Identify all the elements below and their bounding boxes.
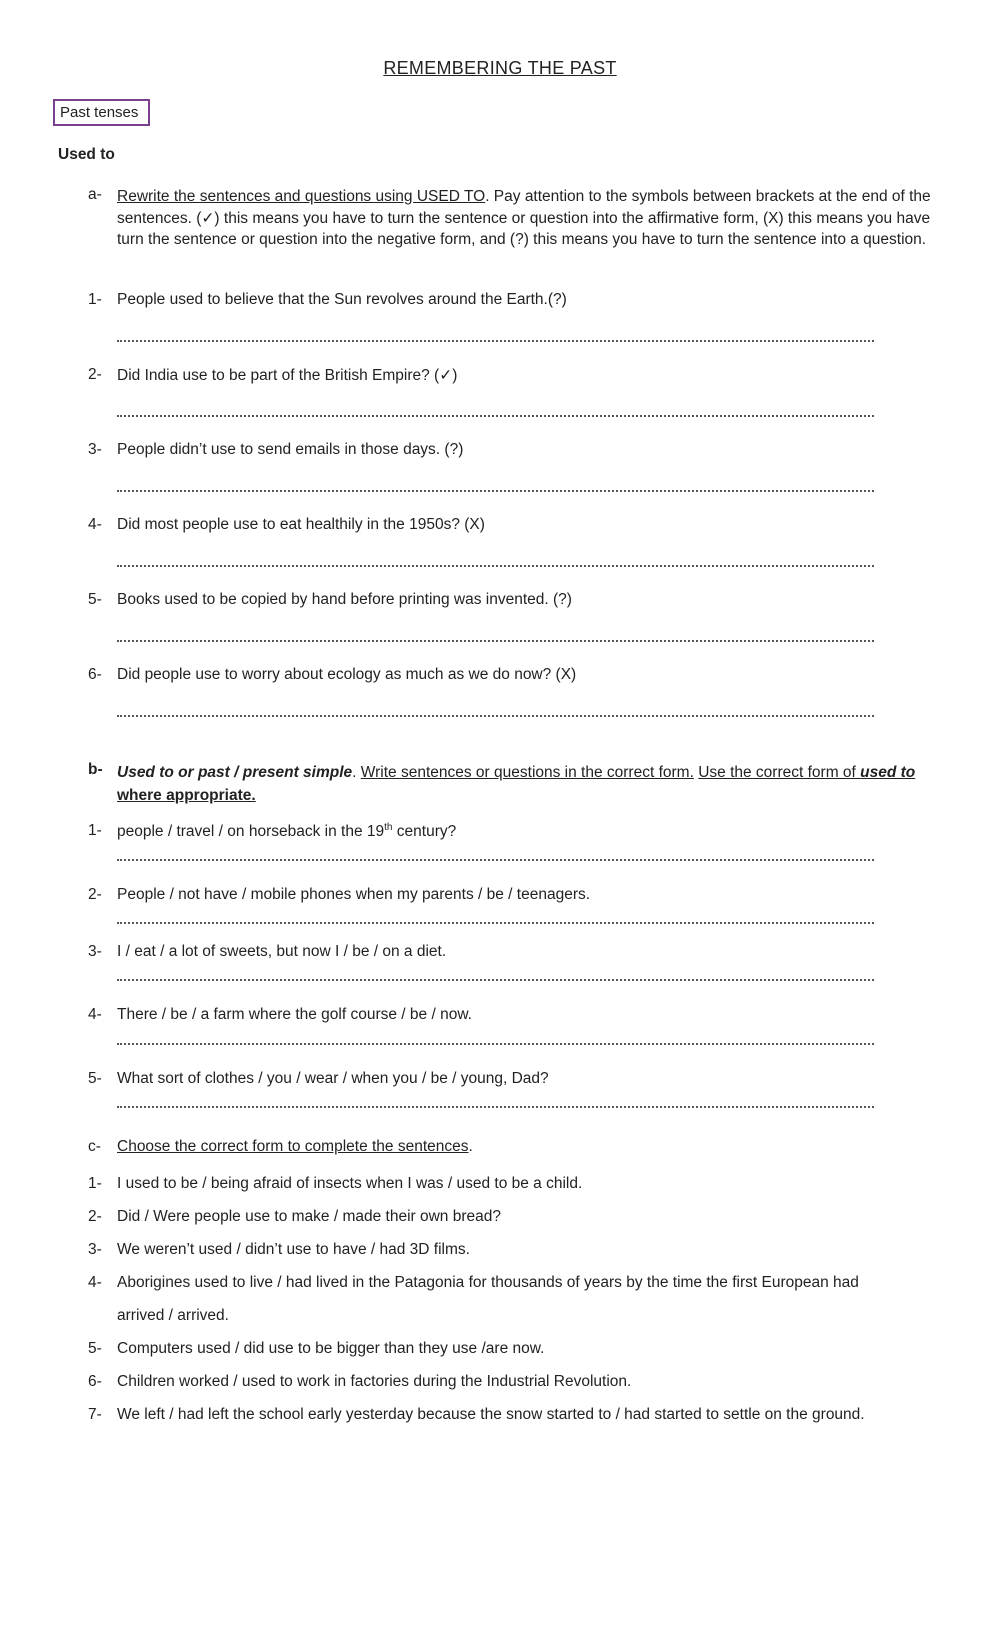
c-item-text-continued: arrived / arrived.: [117, 1307, 229, 1324]
b-item-text-main: people / travel / on horseback in the 19: [117, 823, 385, 841]
b-item-text: I / eat / a lot of sweets, but now I / be / on a diet.: [117, 943, 447, 960]
a-item-text: People didn’t use to send emails in those days. (?): [117, 441, 464, 458]
c-item-num: 1-: [88, 1175, 102, 1192]
section-c-instruction-text: Choose the correct form to complete the sentences: [117, 1138, 469, 1155]
answer-line[interactable]: [117, 713, 874, 717]
section-a-instruction: [117, 186, 937, 251]
section-b-instruction: [117, 761, 947, 807]
c-item-text: Aborigines used to live / had lived in the Patagonia for thousands of years by the time the first European had: [117, 1274, 859, 1291]
b-item-num: 5-: [88, 1070, 102, 1087]
c-item-num: 3-: [88, 1241, 102, 1258]
answer-line[interactable]: [117, 1041, 874, 1045]
c-item-text: Computers used / did use to be bigger than they use /are now.: [117, 1340, 545, 1357]
a-item-text: Books used to be copied by hand before printing was invented. (?): [117, 591, 572, 608]
b-item-num: 1-: [88, 822, 102, 839]
b-item-text: There / be / a farm where the golf course / be / now.: [117, 1006, 472, 1023]
answer-line[interactable]: [117, 413, 874, 417]
a-item-num: 4-: [88, 516, 102, 533]
b-item-text: [117, 822, 456, 841]
b-item-text: People / not have / mobile phones when my parents / be / teenagers.: [117, 886, 591, 903]
c-item-num: 6-: [88, 1373, 102, 1390]
answer-line[interactable]: [117, 977, 874, 981]
answer-line[interactable]: [117, 638, 874, 642]
section-c-marker: c-: [88, 1138, 101, 1155]
a-item-text: Did India use to be part of the British Empire? (✓): [117, 367, 458, 384]
c-item-num: 5-: [88, 1340, 102, 1357]
c-item-num: 4-: [88, 1274, 102, 1291]
subheading: Used to: [58, 146, 115, 163]
section-b-part2: .: [352, 764, 361, 781]
section-c-instruction-end: .: [468, 1138, 473, 1155]
page-title: REMEMBERING THE PAST: [383, 58, 617, 78]
a-item-text: Did people use to worry about ecology as much as we do now? (X): [117, 666, 577, 683]
a-item-text: People used to believe that the Sun revolves around the Earth.(?): [117, 291, 567, 308]
b-item-text-after: century?: [392, 823, 457, 841]
answer-line[interactable]: [117, 563, 874, 567]
topic-box: Past tenses: [53, 99, 150, 126]
section-b-part6: used to: [860, 764, 916, 781]
b-item-num: 2-: [88, 886, 102, 903]
a-item-num: 3-: [88, 441, 102, 458]
section-a-marker: a-: [88, 186, 102, 203]
c-item-text: Children worked / used to work in factories during the Industrial Revolution.: [117, 1373, 632, 1390]
answer-line[interactable]: [117, 338, 874, 342]
c-item-text: We left / had left the school early yesterday because the snow started to / had started to settle on the ground.: [117, 1406, 865, 1423]
a-item-num: 1-: [88, 291, 102, 308]
c-item-text: We weren’t used / didn’t use to have / had 3D films.: [117, 1241, 470, 1258]
a-item-num: 6-: [88, 666, 102, 683]
section-a-instruction-underlined: Rewrite the sentences and questions using USED TO: [117, 188, 486, 205]
b-item-num: 4-: [88, 1006, 102, 1023]
answer-line[interactable]: [117, 488, 874, 492]
section-b-part7: where appropriate.: [117, 787, 256, 804]
b-item-sup: th: [384, 822, 393, 833]
answer-line[interactable]: [117, 1104, 874, 1108]
c-item-num: 2-: [88, 1208, 102, 1225]
section-b-marker: b-: [88, 761, 103, 778]
c-item-num: 7-: [88, 1406, 102, 1423]
section-a-instruction-rest: . Pay attention to the symbols between brackets at the end of the sentences. (✓) this means you have to turn the sentence or question into the affirmative form, (X) this means you have turn the sentence or question into the negative form, and (?) this means you have to turn the sentence into a question.: [117, 188, 931, 248]
section-c-instruction: [117, 1138, 473, 1156]
b-item-num: 3-: [88, 943, 102, 960]
a-item-text: Did most people use to eat healthily in the 1950s? (X): [117, 516, 485, 533]
a-item-num: 2-: [88, 366, 102, 383]
c-item-text: Did / Were people use to make / made their own bread?: [117, 1208, 501, 1225]
section-b-part1: Used to or past / present simple: [117, 764, 353, 781]
b-item-text: What sort of clothes / you / wear / when you / be / young, Dad?: [117, 1070, 549, 1087]
answer-line[interactable]: [117, 920, 874, 924]
section-b-part5: Use the correct form of: [698, 764, 861, 781]
answer-line[interactable]: [117, 857, 874, 861]
a-item-num: 5-: [88, 591, 102, 608]
section-b-part3: Write sentences or questions in the correct form.: [360, 764, 694, 781]
c-item-text: I used to be / being afraid of insects when I was / used to be a child.: [117, 1175, 583, 1192]
